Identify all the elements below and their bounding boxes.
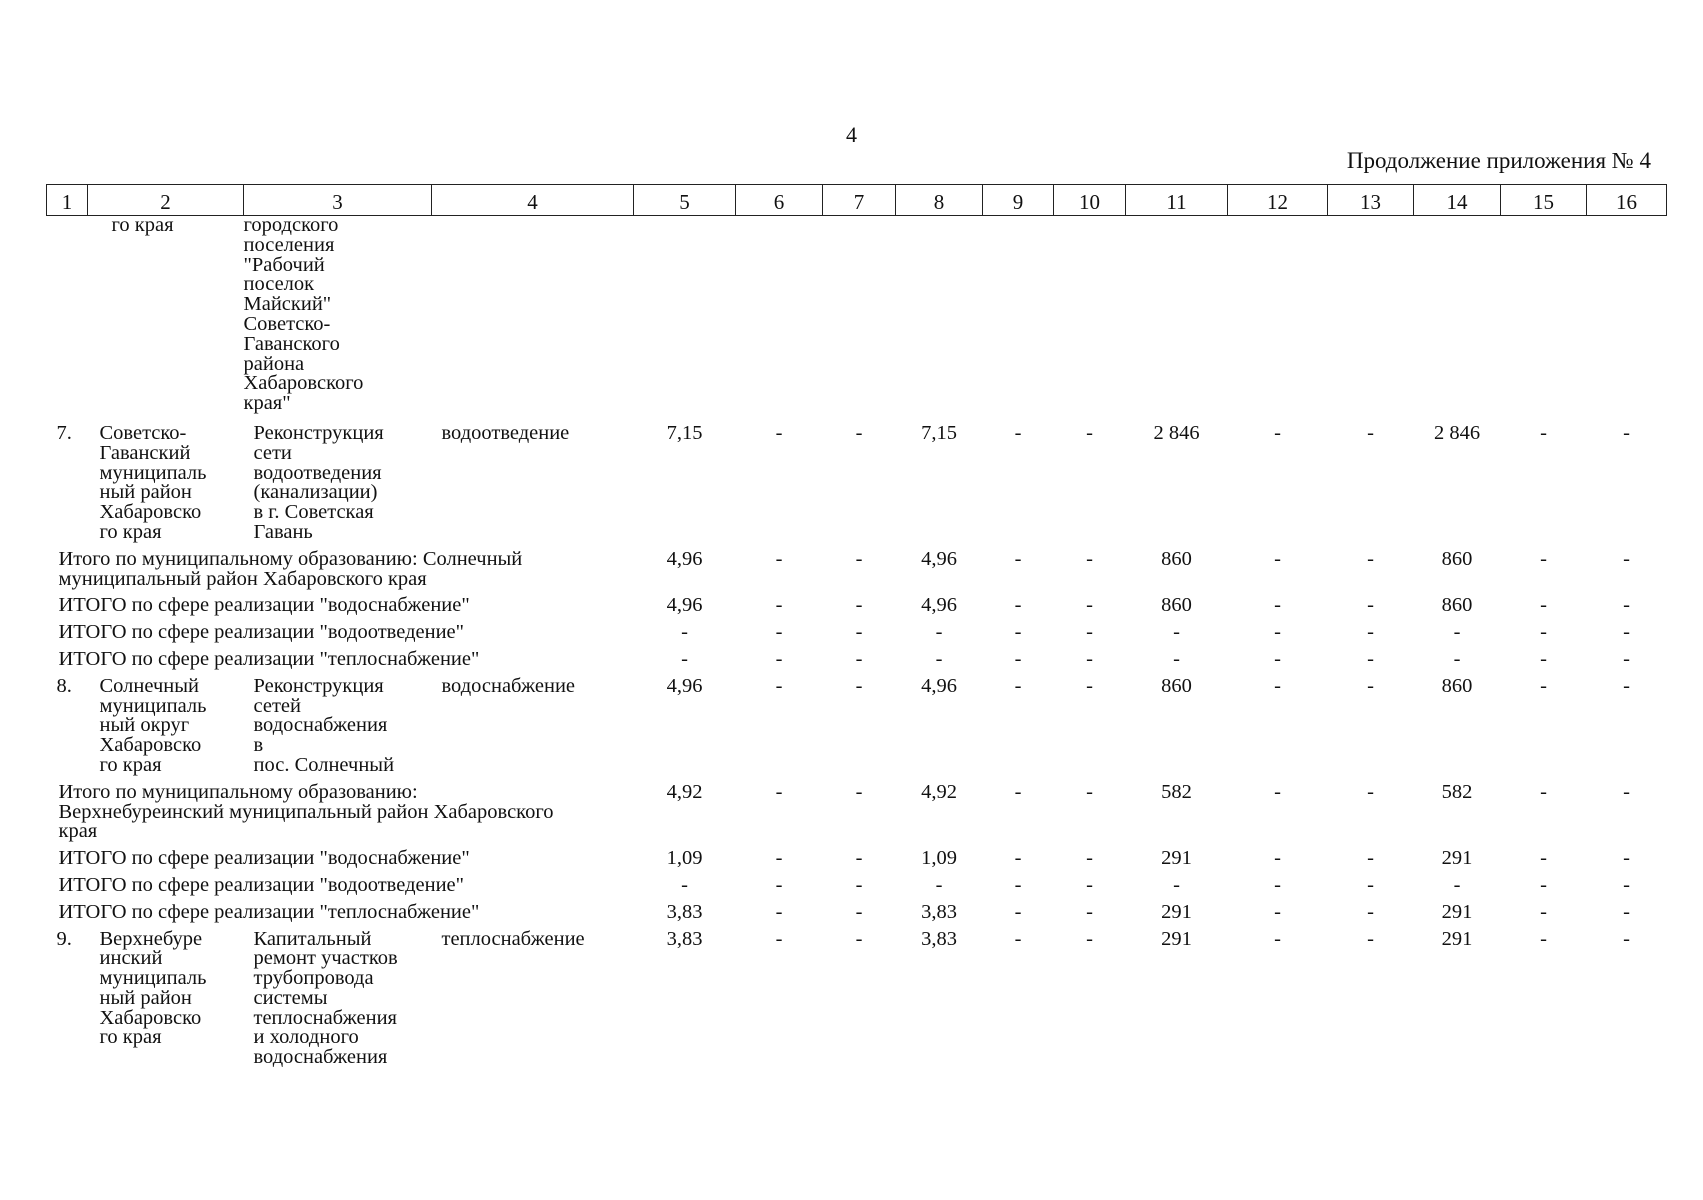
cell-value-col8: 4,92 <box>921 780 957 803</box>
summary-row <box>47 643 1667 670</box>
cell-value-col14: - <box>1453 873 1461 896</box>
cell-value-col8: - <box>935 647 943 670</box>
cell-value-col6: - <box>775 780 783 803</box>
cell-value-col9: - <box>1014 780 1022 803</box>
cell-value-col15: - <box>1540 594 1547 617</box>
cell-value-col15: - <box>1540 900 1547 923</box>
cell-value-col9: - <box>1014 547 1022 570</box>
cell-value-col13: - <box>1367 873 1374 896</box>
cell-value-col15: - <box>1540 847 1547 870</box>
cell-value-col10: - <box>1086 621 1093 644</box>
cell-value-col16: - <box>1623 621 1630 644</box>
cell-summary-label: ИТОГО по сфере реализации "теплоснабжение" <box>58 900 480 923</box>
cell-value-col5: 4,92 <box>666 780 703 803</box>
cell-value-col11: 860 <box>1161 674 1192 697</box>
column-header: 3 <box>244 185 432 216</box>
cell-value-col11: 291 <box>1161 927 1192 950</box>
cell-value-col12: - <box>1274 900 1281 923</box>
cell-sphere: водоотведение <box>441 421 570 444</box>
cell-value-col16: - <box>1623 594 1630 617</box>
cell-value-col12: - <box>1274 547 1281 570</box>
cell-value-col11: 860 <box>1161 547 1192 570</box>
cell-value-col13: - <box>1367 847 1374 870</box>
cell-value-col15: - <box>1540 674 1547 697</box>
summary-row <box>47 842 1667 869</box>
cell-value-col10: - <box>1086 421 1093 444</box>
cell-value-col8: 1,09 <box>921 847 957 870</box>
cell-value-col6: - <box>775 847 783 870</box>
cell-value-col12: - <box>1274 594 1281 617</box>
cell-value-col14: - <box>1453 647 1461 670</box>
cell-project: Реконструкция сети водоотведения (канализации) в г. Советская Гавань <box>253 421 384 543</box>
cell-value-col7: - <box>855 674 863 697</box>
summary-row <box>47 543 1667 590</box>
cell-value-col5: 1,09 <box>666 847 703 870</box>
cell-value-col6: - <box>775 900 783 923</box>
cell-value-col15: - <box>1540 547 1547 570</box>
appendix-label: Продолжение приложения № 4 <box>1346 148 1651 173</box>
cell-value-col11: 582 <box>1161 780 1192 803</box>
summary-row <box>47 616 1667 643</box>
cell-value-col6: - <box>775 873 783 896</box>
cell-value-col16: - <box>1623 674 1630 697</box>
summary-row <box>47 589 1667 616</box>
column-header: 5 <box>634 185 736 216</box>
cell-value-col13: - <box>1367 647 1374 670</box>
column-header: 4 <box>432 185 634 216</box>
cell-value-col10: - <box>1086 847 1093 870</box>
cell-value-col16: - <box>1623 927 1630 950</box>
cell-project: Капитальный ремонт участков трубопровода системы теплоснабжения и холодного водоснабжения <box>253 927 398 1069</box>
cell-value-col16: - <box>1623 421 1630 444</box>
cell-value-col14: 291 <box>1441 900 1473 923</box>
cell-value-col10: - <box>1086 780 1093 803</box>
cell-value-col5: 4,96 <box>666 674 703 697</box>
cell-value-col6: - <box>775 594 783 617</box>
cell-municipality: Верхнебуре инский муниципаль ный район Хабаровско го края <box>99 927 207 1049</box>
cell-value-col15: - <box>1540 421 1547 444</box>
cell-value-col13: - <box>1367 900 1374 923</box>
cell-value-col14: 860 <box>1441 594 1473 617</box>
cell-value-col7: - <box>855 780 863 803</box>
cell-value-col10: - <box>1086 594 1093 617</box>
cell-value-col9: - <box>1014 847 1022 870</box>
column-header: 10 <box>1054 185 1126 216</box>
cell-value-col16: - <box>1623 847 1630 870</box>
column-header: 14 <box>1414 185 1501 216</box>
cell-value-col11: - <box>1173 621 1180 644</box>
cell-value-col9: - <box>1014 674 1022 697</box>
cell-value-col10: - <box>1086 900 1093 923</box>
cell-value-col5: 7,15 <box>666 421 703 444</box>
column-header: 16 <box>1587 185 1667 216</box>
cell-value-col13: - <box>1367 927 1374 950</box>
cell-value-col10: - <box>1086 873 1093 896</box>
cell-value-col8: - <box>935 621 943 644</box>
table-row <box>47 414 1667 543</box>
cell-value-col7: - <box>855 647 863 670</box>
cell-value-col14: 291 <box>1441 847 1473 870</box>
cell-sphere: теплоснабжение <box>441 927 585 950</box>
cell-value-col13: - <box>1367 421 1374 444</box>
column-header: 1 <box>47 185 88 216</box>
cell-municipality: Солнечный муниципаль ный округ Хабаровско го края <box>99 674 207 776</box>
summary-row <box>47 869 1667 896</box>
cell-sphere: водоснабжение <box>441 674 576 697</box>
cell-value-col9: - <box>1014 900 1022 923</box>
cell-value-col6: - <box>775 674 783 697</box>
cell-value-col5: 3,83 <box>666 900 703 923</box>
header-row <box>47 185 1667 216</box>
page-number: 4 <box>846 122 857 147</box>
data-table <box>46 184 1667 1068</box>
cell-value-col12: - <box>1274 647 1281 670</box>
cell-municipality: го края <box>111 214 174 236</box>
column-header: 8 <box>896 185 983 216</box>
cell-value-col6: - <box>775 621 783 644</box>
cell-value-col7: - <box>855 547 863 570</box>
cell-value-col12: - <box>1274 674 1281 697</box>
cell-value-col13: - <box>1367 780 1374 803</box>
cell-value-col15: - <box>1540 927 1547 950</box>
cell-value-col9: - <box>1014 873 1022 896</box>
cell-value-col10: - <box>1086 547 1093 570</box>
cell-value-col5: - <box>681 621 688 644</box>
cell-value-col16: - <box>1623 873 1630 896</box>
cell-value-col14: 2 846 <box>1433 421 1481 444</box>
cell-value-col14: 582 <box>1441 780 1473 803</box>
cell-value-col7: - <box>855 594 863 617</box>
cell-value-col7: - <box>855 847 863 870</box>
cell-value-col8: 4,96 <box>921 547 957 570</box>
cell-value-col12: - <box>1274 421 1281 444</box>
cell-value-col15: - <box>1540 621 1547 644</box>
cell-value-col16: - <box>1623 780 1630 803</box>
cell-value-col11: - <box>1173 873 1180 896</box>
cell-value-col16: - <box>1623 900 1630 923</box>
cell-value-col15: - <box>1540 873 1547 896</box>
cell-value-col10: - <box>1086 674 1093 697</box>
cell-value-col6: - <box>775 421 783 444</box>
cell-value-col16: - <box>1623 547 1630 570</box>
cell-value-col7: - <box>855 900 863 923</box>
cell-value-col11: - <box>1173 647 1180 670</box>
cell-value-col11: 291 <box>1161 847 1192 870</box>
cell-value-col8: 4,96 <box>921 594 957 617</box>
cell-value-col8: 4,96 <box>921 674 957 697</box>
cell-value-col6: - <box>775 547 783 570</box>
cell-value-col14: 291 <box>1441 927 1473 950</box>
cell-value-col5: - <box>681 647 688 670</box>
cell-value-col8: 3,83 <box>921 900 957 923</box>
cell-value-col9: - <box>1014 647 1022 670</box>
continuation-row <box>47 216 1667 414</box>
column-header: 11 <box>1126 185 1228 216</box>
cell-value-col11: 291 <box>1161 900 1192 923</box>
cell-value-col13: - <box>1367 594 1374 617</box>
cell-value-col5: 3,83 <box>666 927 703 950</box>
column-header: 2 <box>88 185 244 216</box>
cell-value-col8: 3,83 <box>921 927 957 950</box>
cell-value-col14: 860 <box>1441 674 1473 697</box>
cell-value-col6: - <box>775 647 783 670</box>
cell-value-col12: - <box>1274 847 1281 870</box>
cell-value-col12: - <box>1274 927 1281 950</box>
table-row <box>47 670 1667 776</box>
cell-value-col8: 7,15 <box>921 421 957 444</box>
cell-value-col6: - <box>775 927 783 950</box>
column-header: 12 <box>1228 185 1328 216</box>
column-header: 6 <box>736 185 823 216</box>
cell-project: городского поселения "Рабочий поселок Майский" Советско- Гаванского района Хабаровского края" <box>243 214 364 415</box>
cell-municipality: Советско- Гаванский муниципаль ный район Хабаровско го края <box>99 421 207 543</box>
summary-row <box>47 776 1667 842</box>
column-header: 15 <box>1501 185 1587 216</box>
cell-summary-label: Итого по муниципальному образованию: Верхнебуреинский муниципальный район Хабаровского края <box>58 780 554 843</box>
cell-index: 8. <box>56 674 72 697</box>
cell-value-col12: - <box>1274 621 1281 644</box>
cell-value-col13: - <box>1367 547 1374 570</box>
cell-summary-label: Итого по муниципальному образованию: Солнечный муниципальный район Хабаровского края <box>58 547 523 590</box>
cell-value-col9: - <box>1014 594 1022 617</box>
cell-value-col7: - <box>855 927 863 950</box>
column-header: 13 <box>1328 185 1414 216</box>
cell-value-col13: - <box>1367 621 1374 644</box>
cell-value-col9: - <box>1014 421 1022 444</box>
cell-value-col8: - <box>935 873 943 896</box>
cell-summary-label: ИТОГО по сфере реализации "водоснабжение" <box>58 594 470 617</box>
cell-summary-label: ИТОГО по сфере реализации "теплоснабжение" <box>58 647 480 670</box>
cell-value-col12: - <box>1274 873 1281 896</box>
cell-value-col5: 4,96 <box>666 594 703 617</box>
summary-row <box>47 896 1667 923</box>
cell-value-col7: - <box>855 873 863 896</box>
cell-value-col11: 860 <box>1161 594 1192 617</box>
cell-value-col15: - <box>1540 647 1547 670</box>
table-row <box>47 923 1667 1069</box>
cell-value-col15: - <box>1540 780 1547 803</box>
cell-summary-label: ИТОГО по сфере реализации "водоотведение" <box>58 873 465 896</box>
cell-value-col5: 4,96 <box>666 547 703 570</box>
column-header: 9 <box>983 185 1054 216</box>
cell-index: 9. <box>56 927 72 950</box>
cell-index: 7. <box>56 421 72 444</box>
cell-value-col10: - <box>1086 647 1093 670</box>
cell-value-col11: 2 846 <box>1153 421 1200 444</box>
column-header: 7 <box>823 185 896 216</box>
cell-value-col5: - <box>681 873 688 896</box>
cell-value-col16: - <box>1623 647 1630 670</box>
cell-value-col14: - <box>1453 621 1461 644</box>
cell-value-col13: - <box>1367 674 1374 697</box>
cell-summary-label: ИТОГО по сфере реализации "водоотведение" <box>58 621 465 644</box>
cell-value-col7: - <box>855 421 863 444</box>
cell-value-col9: - <box>1014 621 1022 644</box>
cell-summary-label: ИТОГО по сфере реализации "водоснабжение" <box>58 847 470 870</box>
cell-value-col9: - <box>1014 927 1022 950</box>
cell-project: Реконструкция сетей водоснабжения в пос. Солнечный <box>253 674 395 776</box>
cell-value-col7: - <box>855 621 863 644</box>
cell-value-col10: - <box>1086 927 1093 950</box>
cell-value-col14: 860 <box>1441 547 1473 570</box>
cell-value-col12: - <box>1274 780 1281 803</box>
